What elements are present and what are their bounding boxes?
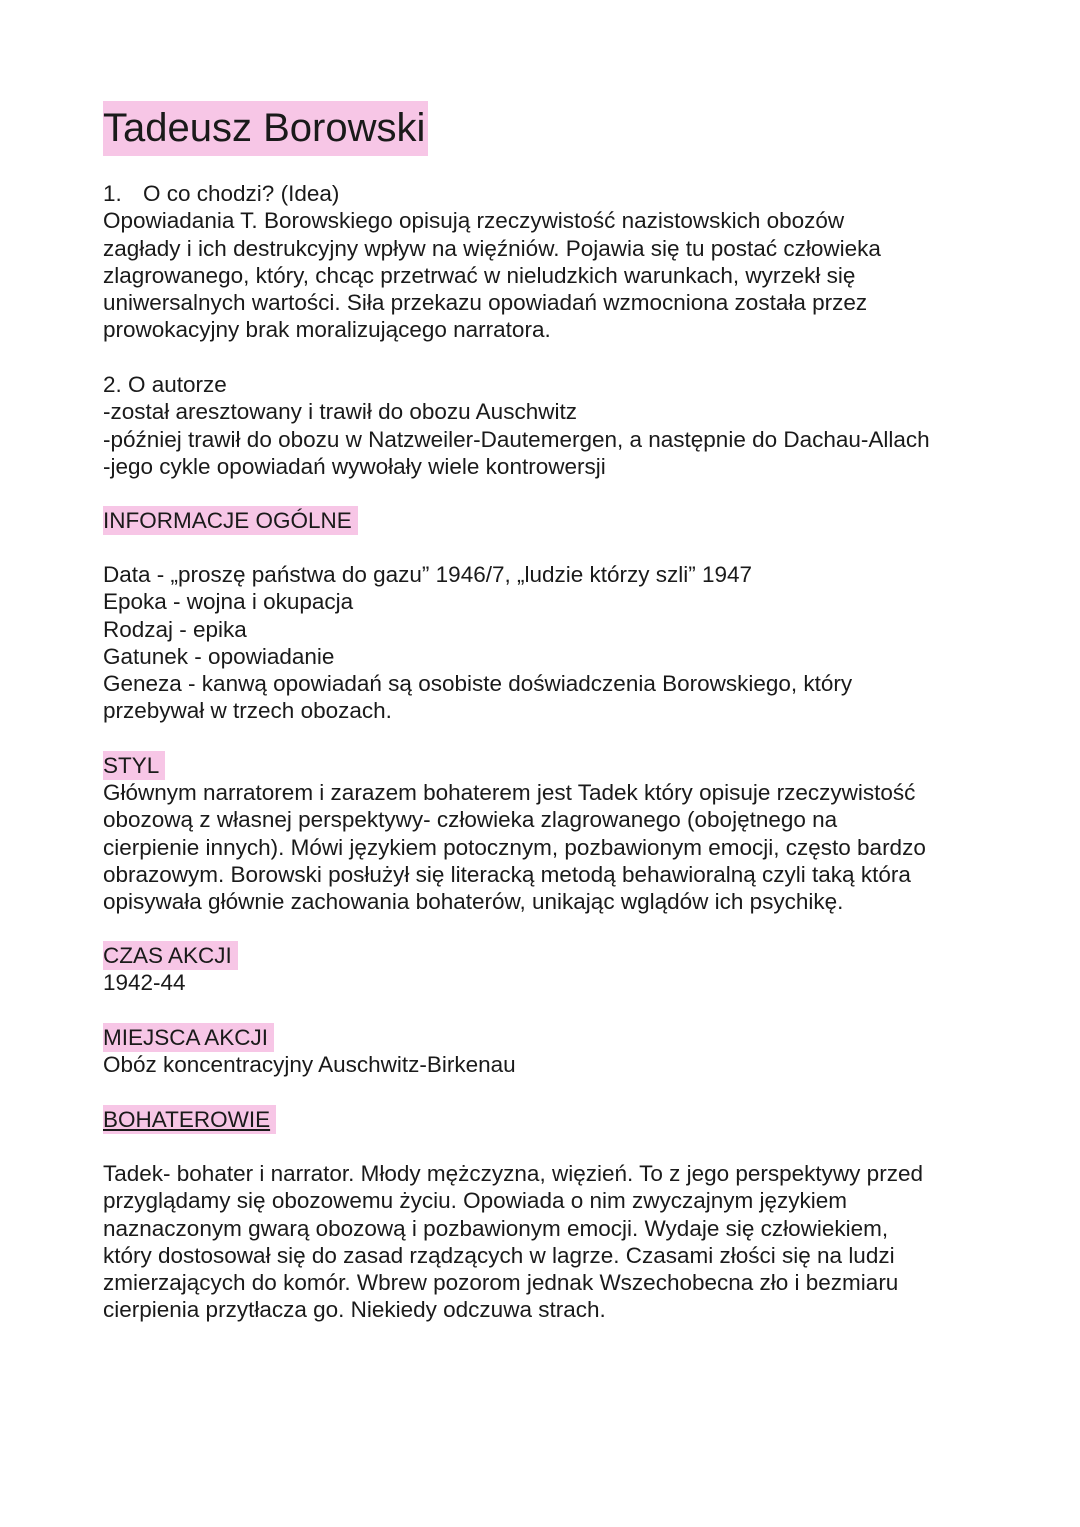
style-heading-block [103, 751, 165, 780]
time-heading-block [103, 941, 238, 970]
general-line: Rodzaj - epika [103, 616, 247, 642]
idea-section [103, 180, 881, 344]
time-section [103, 969, 186, 996]
author-line: -został aresztowany i trawił do obozu Auschwitz [103, 399, 577, 425]
style-heading: STYL [103, 751, 165, 780]
style-line: cierpienie innych). Mówi językiem potocznym, pozbawionym emocji, często bardzo [103, 834, 926, 860]
characters-section [103, 1160, 923, 1324]
general-heading: INFORMACJE OGÓLNE [103, 506, 358, 535]
author-line: -później trawił do obozu w Natzweiler-Dautemergen, a następnie do Dachau-Allach [103, 426, 930, 452]
author-line: -jego cykle opowiadań wywołały wiele kontrowersji [103, 453, 606, 479]
characters-line: naznaczonym gwarą obozową i pozbawionym emocji. Wydaje się człowiekiem, [103, 1215, 889, 1241]
idea-heading-text: O co chodzi? (Idea) [143, 181, 340, 206]
author-section [103, 371, 930, 480]
idea-line: prowokacyjny brak moralizującego narratora. [103, 317, 551, 343]
characters-heading: BOHATEROWIE [103, 1105, 276, 1134]
general-line: Gatunek - opowiadanie [103, 643, 335, 669]
author-heading: 2. O autorze [103, 372, 227, 397]
time-heading: CZAS AKCJI [103, 941, 238, 970]
characters-line: Tadek- bohater i narrator. Młody mężczyzna, więzień. To z jego perspektywy przed [103, 1161, 923, 1186]
place-value: Obóz koncentracyjny Auschwitz-Birkenau [103, 1052, 516, 1077]
general-line: przebywał w trzech obozach. [103, 698, 392, 724]
characters-line: cierpienia przytłacza go. Niekiedy odczuwa strach. [103, 1297, 606, 1323]
page-title: Tadeusz Borowski [103, 101, 428, 156]
style-section [103, 779, 926, 915]
idea-number: 1. [103, 181, 122, 206]
title-block [103, 101, 428, 156]
idea-heading [103, 180, 881, 207]
place-section [103, 1051, 516, 1078]
style-line: Głównym narratorem i zarazem bohaterem jest Tadek który opisuje rzeczywistość [103, 780, 916, 805]
style-line: obozową z własnej perspektywy- człowieka zlagrowanego (obojętnego na [103, 807, 838, 833]
style-line: opisywała głównie zachowania bohaterów, unikając wglądów ich psychikę. [103, 889, 844, 915]
place-heading: MIEJSCA AKCJI [103, 1023, 274, 1052]
general-section [103, 561, 852, 725]
idea-line: uniwersalnych wartości. Siła przekazu opowiadań wzmocniona została przez [103, 290, 868, 316]
time-value: 1942-44 [103, 970, 186, 995]
characters-line: który dostosował się do zasad rządzących w lagrze. Czasami złości się na ludzi [103, 1242, 895, 1268]
characters-line: przyglądamy się obozowemu życiu. Opowiada o nim zwyczajnym językiem [103, 1188, 848, 1214]
general-heading-block [103, 506, 358, 535]
general-line: Geneza - kanwą opowiadań są osobiste doświadczenia Borowskiego, który [103, 671, 853, 697]
idea-line: zlagrowanego, który, chcąc przetrwać w nieludzkich warunkach, wyrzekł się [103, 262, 856, 288]
place-heading-block [103, 1023, 274, 1052]
general-line: Data - „proszę państwa do gazu” 1946/7, „ludzie którzy szli” 1947 [103, 562, 753, 587]
characters-line: zmierzających do komór. Wbrew pozorom jednak Wszechobecna zło i bezmiaru [103, 1270, 899, 1296]
style-line: obrazowym. Borowski posłużył się literacką metodą behawioralną czyli taką która [103, 861, 911, 887]
general-line: Epoka - wojna i okupacja [103, 589, 354, 615]
characters-heading-block [103, 1105, 276, 1134]
idea-line: Opowiadania T. Borowskiego opisują rzeczywistość nazistowskich obozów [103, 208, 845, 234]
idea-line: zagłady i ich destrukcyjny wpływ na więźniów. Pojawia się tu postać człowieka [103, 235, 881, 261]
